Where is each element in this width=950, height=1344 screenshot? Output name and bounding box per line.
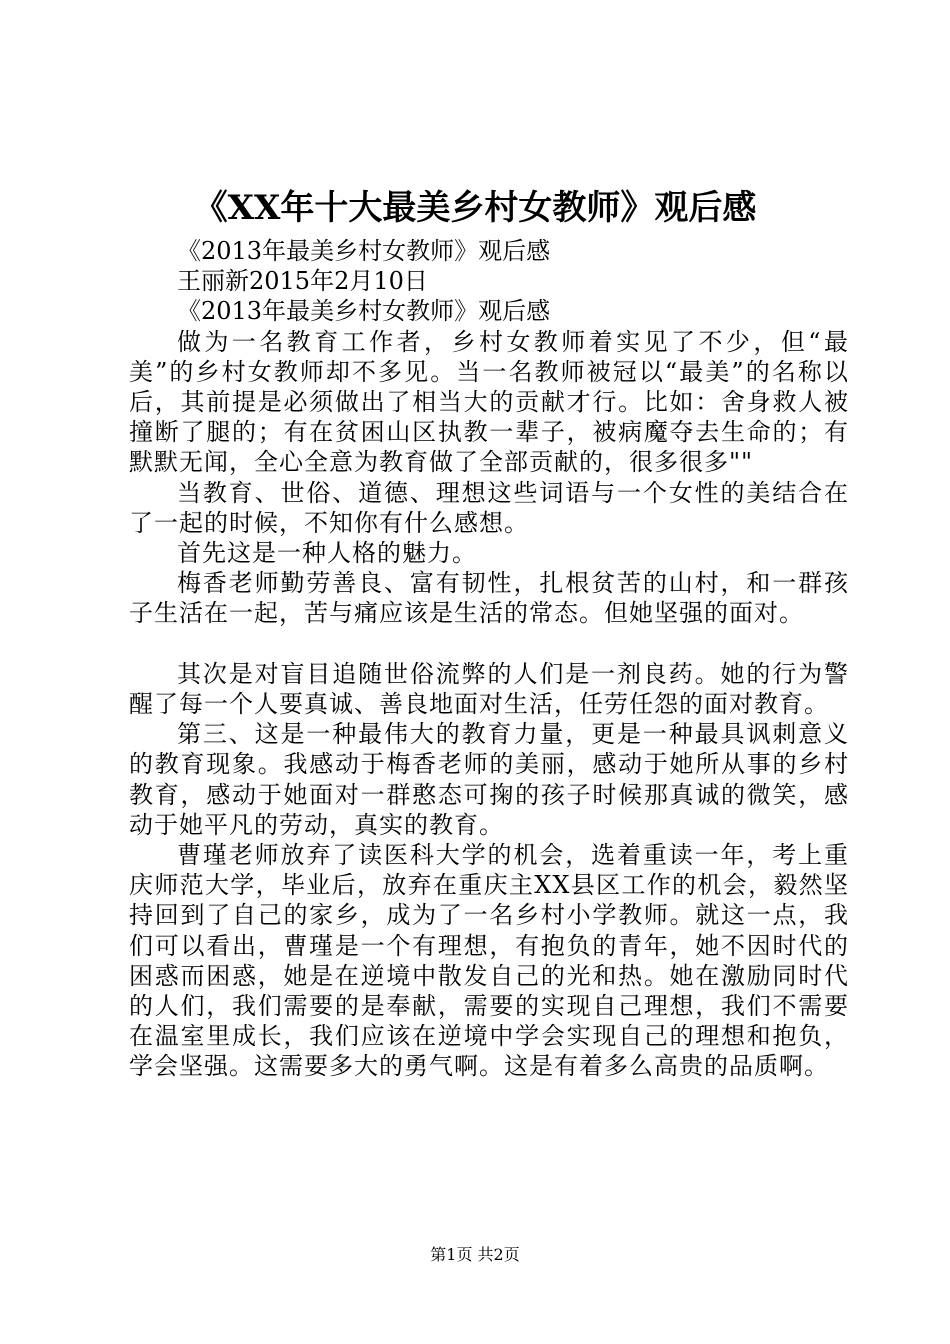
paragraph-subtitle: 《2013年最美乡村女教师》观后感 [177, 237, 551, 265]
page-footer: 第1页 共2页 [430, 1245, 520, 1264]
paragraph: 第三、这是一种最伟大的教育力量，更是一种最具讽刺意义的教育现象。我感动于梅香老师的美丽，感动于她所从事的乡村教育，感动于她面对一群憨态可掬的孩子时候那真诚的微笑，感动于她平凡的劳动，真实的教育。 [129, 720, 849, 839]
paragraph: 做为一名教育工作者，乡村女教师着实见了不少，但“最美”的乡村女教师却不多见。当一名教师被冠以“最美”的名称以后，其前提是必须做出了相当大的贡献才行。比如：舍身救人被撞断了腿的；有在贫困山区执教一辈子，被病魔夺去生命的；有默默无闻，全心全意为教育做了全部贡献的，很多很多"" [129, 327, 849, 477]
paragraph: 首先这是一种人格的魅力。 [177, 539, 477, 568]
document-body [129, 236, 849, 1082]
paragraph-author-date: 王丽新2015年2月10日 [177, 267, 428, 296]
paragraph-subtitle-repeat: 《2013年最美乡村女教师》观后感 [177, 297, 551, 326]
paragraph: 曹瑾老师放弃了读医科大学的机会，选着重读一年，考上重庆师范大学，毕业后，放弃在重庆主XX县区工作的机会，毅然坚持回到了自己的家乡，成为了一名乡村小学教师。就这一点，我们可以看出，曹瑾是一个有理想，有抱负的青年，她不因时代的困惑而困惑，她是在逆境中散发自己的光和热。她在激励同时代的人们，我们需要的是奉献，需要的实现自己理想，我们不需要在温室里成长，我们应该在逆境中学会实现自己的理想和抱负，学会坚强。这需要多大的勇气啊。这是有着多么高贵的品质啊。 [129, 841, 849, 1081]
paragraph: 其次是对盲目追随世俗流弊的人们是一剂良药。她的行为警醒了每一个人要真诚、善良地面对生活，任劳任怨的面对教育。 [129, 659, 849, 719]
paragraph: 当教育、世俗、道德、理想这些词语与一个女性的美结合在了一起的时候，不知你有什么感想。 [129, 478, 849, 537]
paragraph: 梅香老师勤劳善良、富有韧性，扎根贫苦的山村，和一群孩子生活在一起，苦与痛应该是生活的常态。但她坚强的面对。 [129, 569, 849, 628]
document-title: 《XX年十大最美乡村女教师》观后感 [193, 188, 757, 228]
blank-line [129, 629, 849, 659]
